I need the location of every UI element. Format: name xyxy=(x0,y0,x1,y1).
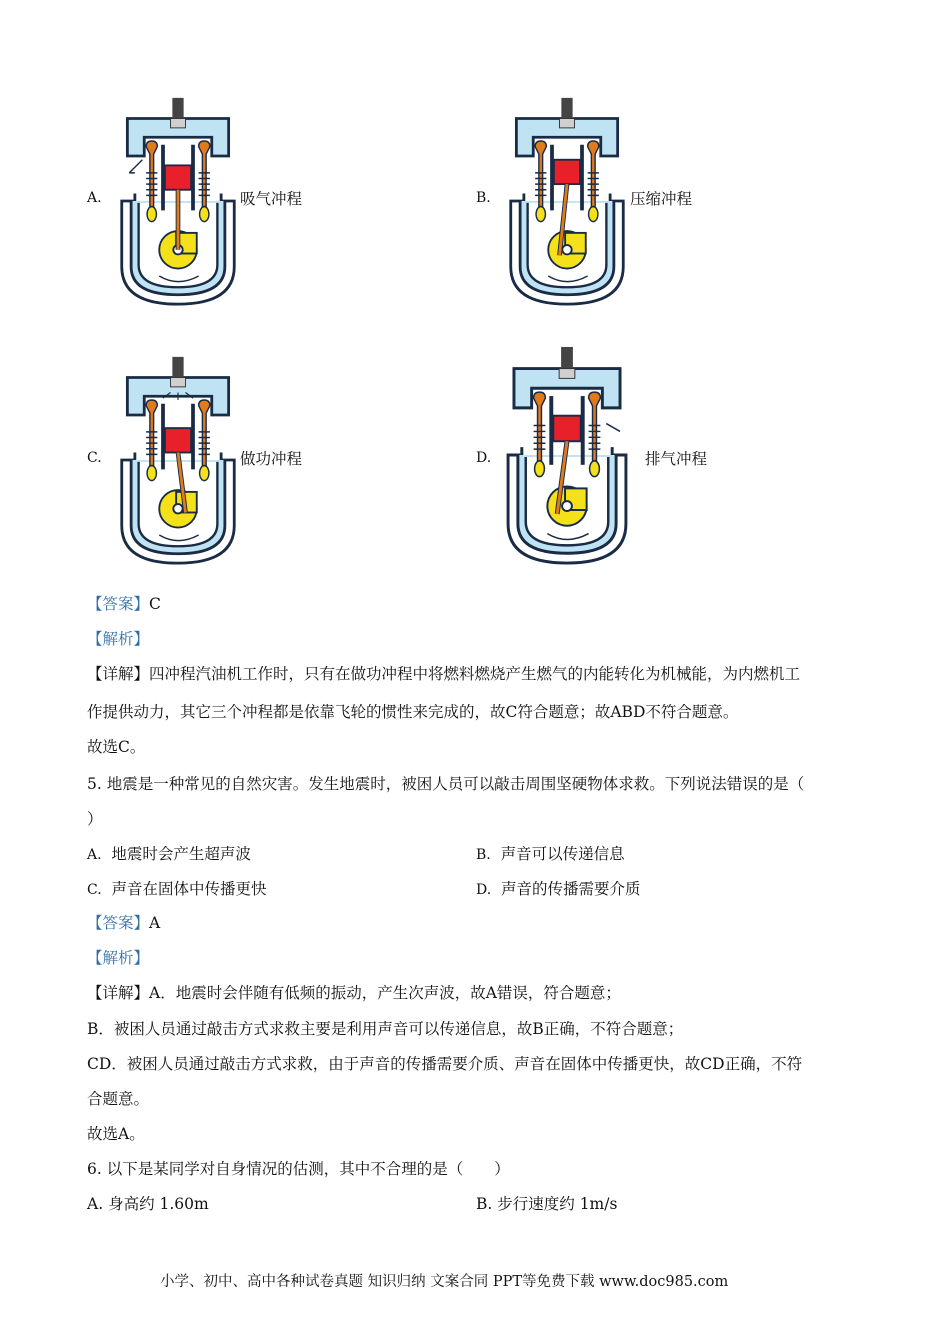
answer-value: C xyxy=(149,595,161,613)
q5-detail-line1: 【详解】A．地震时会伴随有低频的振动，产生次声波，故A错误，符合题意； xyxy=(87,984,621,1002)
q6-stem: 6. 以下是某同学对自身情况的估测，其中不合理的是（ ） xyxy=(87,1160,510,1178)
q5-conclusion: 故选A。 xyxy=(87,1125,145,1143)
analysis-tag: 【解析】 xyxy=(87,630,150,648)
engine-diagram-b xyxy=(497,96,637,306)
q4-detail-line2: 作提供动力，其它三个冲程都是依靠飞轮的惯性来完成的，故C符合题意；故ABD不符合题意。 xyxy=(87,703,739,721)
q5-detail-line3: CD．被困人员通过敲击方式求救，由于声音的传播需要介质、声音在固体中传播更快，故CD正确，不符 xyxy=(87,1055,803,1073)
q5-answer-line xyxy=(87,911,160,933)
q4-conclusion: 故选C。 xyxy=(87,738,146,756)
answer-tag: 【答案】 xyxy=(87,595,150,613)
option-a-label: 吸气冲程 xyxy=(240,190,303,208)
q5-stem-line1: 5. 地震是一种常见的自然灾害。发生地震时，被困人员可以敲击周围坚硬物体求救。下列说法错误的是（ xyxy=(87,775,805,793)
answer-value: A xyxy=(149,914,161,932)
q5-option-d: D. 声音的传播需要介质 xyxy=(476,880,641,898)
option-d-label: 排气冲程 xyxy=(645,450,708,468)
q6-option-a: A. 身高约 1.60m xyxy=(87,1195,209,1213)
option-d-letter: D. xyxy=(476,450,492,466)
engine-diagram-a xyxy=(108,96,248,306)
q5-detail-line4: 合题意。 xyxy=(87,1090,150,1108)
detail-tag: 【详解】 xyxy=(87,984,150,1002)
analysis-tag: 【解析】 xyxy=(87,949,150,967)
engine-diagram-d xyxy=(497,345,637,565)
q5-stem-line2: ） xyxy=(87,810,103,828)
q4-detail-line1 xyxy=(87,662,800,684)
q5-option-b: B. 声音可以传递信息 xyxy=(476,845,625,863)
q5-option-c: C. 声音在固体中传播更快 xyxy=(87,880,267,898)
option-b-letter: B. xyxy=(476,190,491,206)
detail-text: 四冲程汽油机工作时，只有在做功冲程中将燃料燃烧产生燃气的内能转化为机械能，为内燃机工 xyxy=(149,665,801,683)
answer-tag: 【答案】 xyxy=(87,914,150,932)
option-a-letter: A. xyxy=(87,190,102,206)
q6-option-b: B. 步行速度约 1m/s xyxy=(476,1195,618,1213)
detail-tag: 【详解】 xyxy=(87,665,150,683)
q5-detail-line2: B．被困人员通过敲击方式求救主要是利用声音可以传递信息，故B正确，不符合题意； xyxy=(87,1020,684,1038)
q5-option-a: A. 地震时会产生超声波 xyxy=(87,845,251,863)
engine-diagram-c xyxy=(108,355,248,565)
option-c-letter: C. xyxy=(87,450,102,466)
page-footer[interactable]: 小学、初中、高中各种试卷真题 知识归纳 文案合同 PPT等免费下载 www.doc985.com xyxy=(160,1274,729,1290)
option-b-label: 压缩冲程 xyxy=(630,190,693,208)
option-c-label: 做功冲程 xyxy=(240,450,303,468)
q4-answer-line xyxy=(87,592,161,614)
